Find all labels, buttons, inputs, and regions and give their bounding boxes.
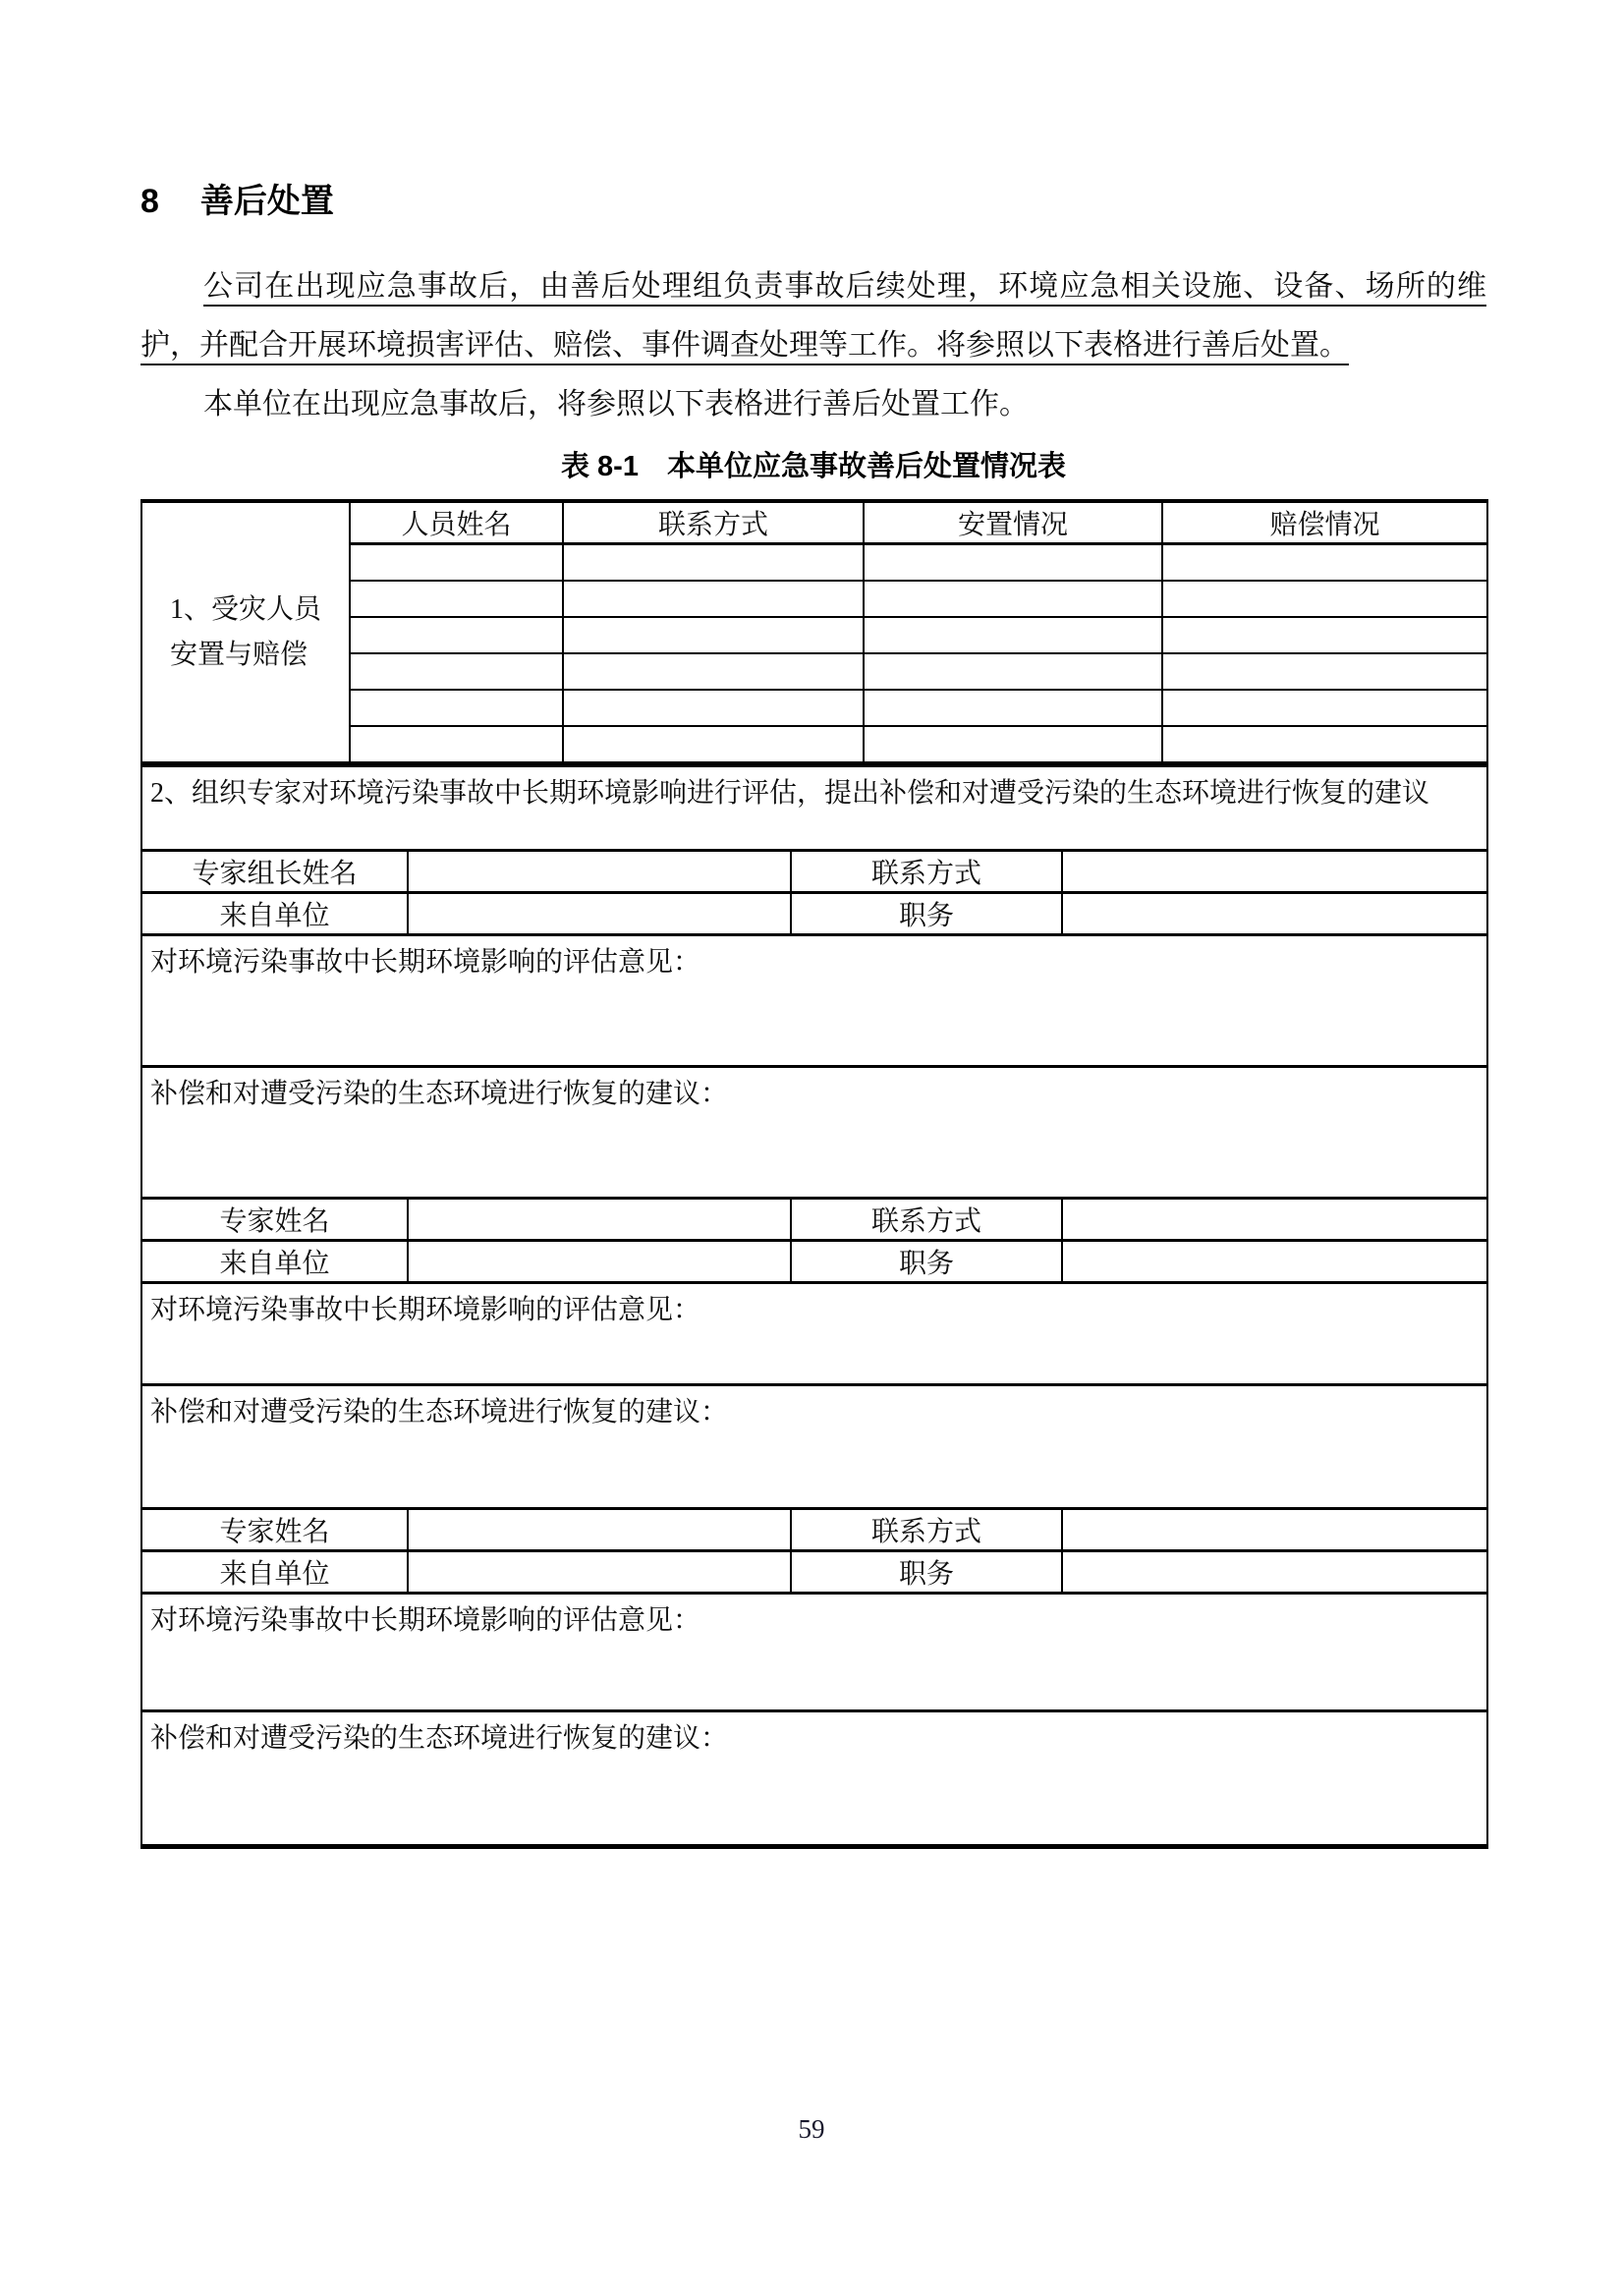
table-row [141,1241,1487,1283]
leader-unit-label: 来自单位 [141,893,408,935]
blank-cell [408,1509,791,1551]
row-label-victims-text [170,588,321,678]
table-caption: 表 8-1 本单位应急事故善后处置情况表 [561,451,1066,482]
row-label-line1: 1、受灾人员 [169,593,321,625]
blank-cell [408,851,791,893]
paragraph-company-aftermath: 公司在出现应急事故后，由善后处理组负责事故后续处理，环境应急相关设施、设备、场所的维护，并配合开展环境损害评估、赔偿、事件调查处理等工作。将参照以下表格进行善后处置。 [140,270,1486,362]
blank-cell [1062,1241,1487,1283]
blank-cell [1062,1199,1487,1241]
blank-cell [1062,893,1487,935]
blank-cell [1162,581,1487,617]
table-row [141,893,1487,935]
table-row [141,851,1487,893]
col-header-placement: 安置情况 [864,501,1162,544]
blank-cell [1162,690,1487,726]
table-row [141,1711,1487,1847]
expert-name-label: 专家姓名 [141,1509,408,1551]
table-row [141,1594,1487,1711]
blank-cell [1162,653,1487,690]
blank-cell [408,893,791,935]
table-row [141,1067,1487,1199]
blank-cell [563,581,864,617]
restore-suggestion-cell: 补偿和对遭受污染的生态环境进行恢复的建议： [141,1711,1487,1847]
section-heading [140,180,1486,223]
restore-suggestion-cell: 补偿和对遭受污染的生态环境进行恢复的建议： [141,1385,1487,1509]
blank-cell [350,544,563,582]
blank-cell [864,653,1162,690]
blank-cell [563,617,864,653]
row-label-victims [141,501,350,763]
aftermath-table-section1 [140,499,1488,764]
table-header-row [141,501,1487,544]
expert-unit-label: 来自单位 [141,1241,408,1283]
blank-cell [1062,1551,1487,1594]
blank-cell [408,1241,791,1283]
table-row [141,1509,1487,1551]
table-row [141,935,1487,1067]
blank-cell [563,653,864,690]
blank-cell [350,581,563,617]
blank-cell [864,581,1162,617]
blank-cell [1162,726,1487,763]
expert-unit-label: 来自单位 [141,1551,408,1594]
blank-cell [1062,851,1487,893]
page-content [140,0,1486,1849]
blank-cell [350,726,563,763]
blank-cell [864,726,1162,763]
restore-suggestion-cell: 补偿和对遭受污染的生态环境进行恢复的建议： [141,1067,1487,1199]
blank-cell [350,690,563,726]
blank-cell [350,653,563,690]
page-number: 59 [798,2114,825,2144]
leader-contact-label: 联系方式 [791,851,1062,893]
expert-contact-label: 联系方式 [791,1199,1062,1241]
heading-title: 善后处置 [199,183,334,220]
blank-cell [864,617,1162,653]
expert-position-label: 职务 [791,1241,1062,1283]
expert-position-label: 职务 [791,1551,1062,1594]
table-row [141,1283,1487,1385]
assessment-opinion-cell: 对环境污染事故中长期环境影响的评估意见： [141,935,1487,1067]
section2-intro: 2、组织专家对环境污染事故中长期环境影响进行评估，提出补偿和对遭受污染的生态环境进行恢复的建议 [141,766,1487,851]
blank-cell [408,1551,791,1594]
blank-cell [350,617,563,653]
assessment-opinion-cell: 对环境污染事故中长期环境影响的评估意见： [141,1283,1487,1385]
aftermath-table-section2 [140,764,1488,1849]
blank-cell [1162,544,1487,582]
blank-cell [864,690,1162,726]
col-header-compensation: 赔偿情况 [1162,501,1487,544]
leader-position-label: 职务 [791,893,1062,935]
blank-cell [1162,617,1487,653]
blank-cell [1062,1509,1487,1551]
col-header-contact: 联系方式 [563,501,864,544]
blank-cell [563,726,864,763]
col-header-person-name: 人员姓名 [350,501,563,544]
table-row [141,766,1487,851]
expert-contact-label: 联系方式 [791,1509,1062,1551]
blank-cell [408,1199,791,1241]
leader-name-label: 专家组长姓名 [141,851,408,893]
paragraph-unit-aftermath: 本单位在出现应急事故后，将参照以下表格进行善后处置工作。 [203,388,1029,420]
blank-cell [563,544,864,582]
table-row [141,1551,1487,1594]
heading-number: 8 [140,183,159,220]
blank-cell [563,690,864,726]
table-row [141,1199,1487,1241]
row-label-line2: 安置与赔偿 [169,639,308,670]
expert-name-label: 专家姓名 [141,1199,408,1241]
blank-cell [864,544,1162,582]
table-row [141,1385,1487,1509]
assessment-opinion-cell: 对环境污染事故中长期环境影响的评估意见： [141,1594,1487,1711]
